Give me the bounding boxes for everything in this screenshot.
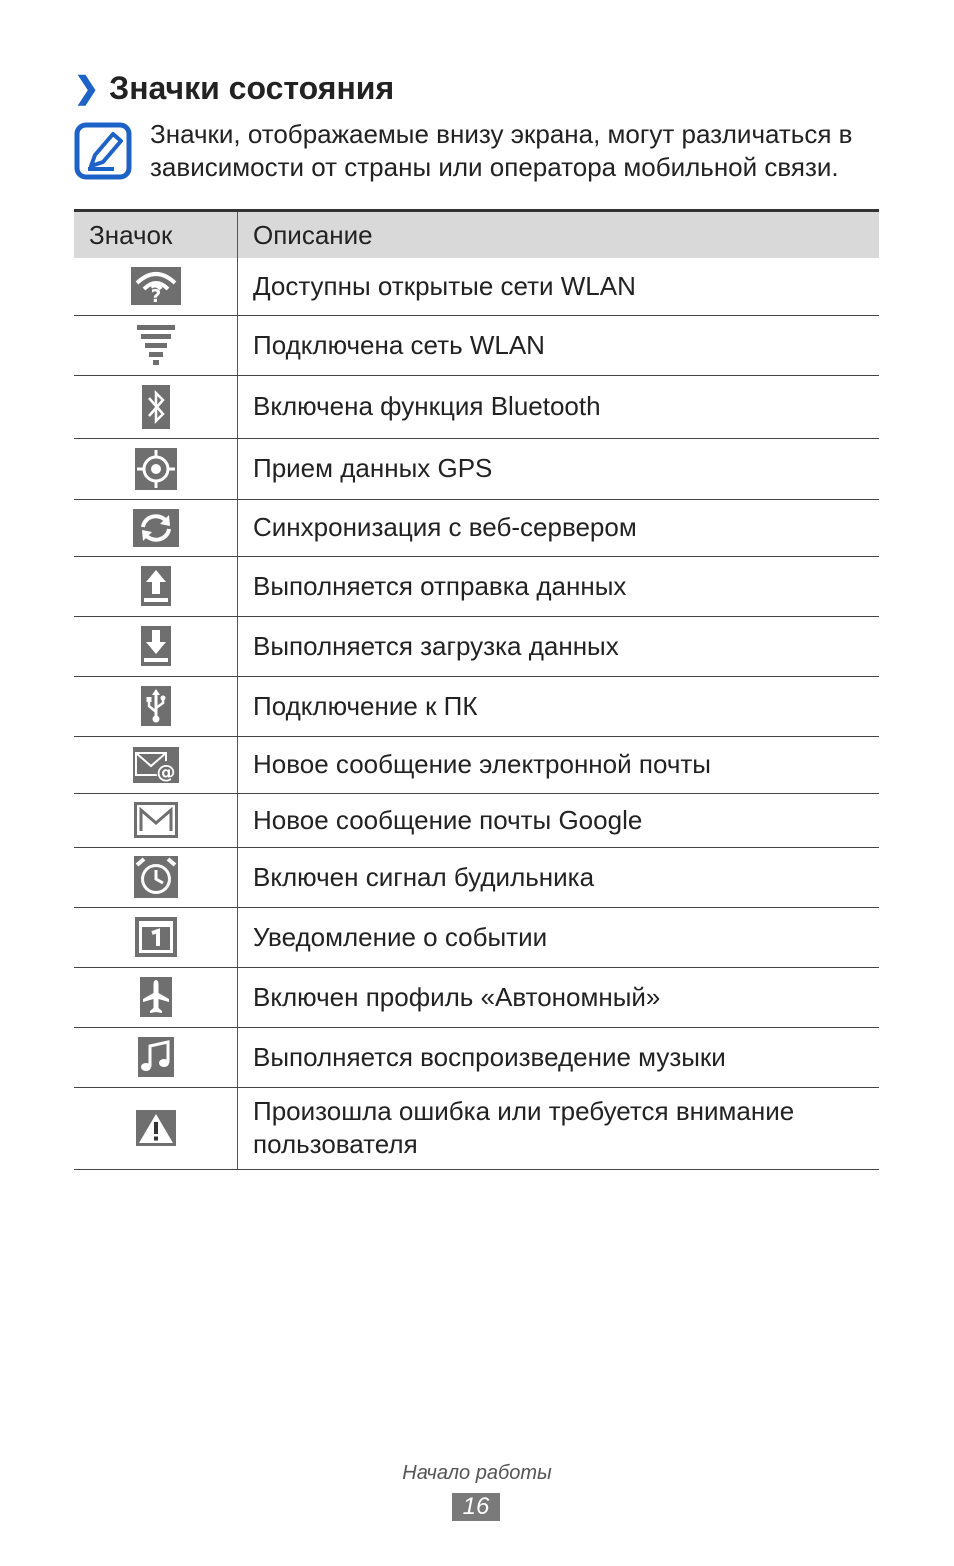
row-description: Включен профиль «Автономный»	[238, 967, 880, 1027]
wlan-connected-icon	[137, 325, 175, 365]
note-text: Значки, отображаемые внизу экрана, могут различаться в зависимости от страны или оператора мобильной связи.	[150, 119, 853, 182]
warning-icon	[136, 1110, 176, 1146]
row-description: Подключена сеть WLAN	[238, 315, 880, 375]
note-pencil-icon	[74, 122, 132, 180]
row-description: Выполняется отправка данных	[238, 556, 880, 616]
table-row	[74, 907, 879, 967]
svg-text:@: @	[156, 760, 175, 783]
row-description: Новое сообщение электронной почты	[238, 736, 880, 793]
alarm-icon	[134, 856, 178, 898]
table-row	[74, 258, 879, 315]
row-description: Новое сообщение почты Google	[238, 793, 880, 847]
table-row	[74, 375, 879, 438]
row-description: Произошла ошибка или требуется внимание пользователя	[238, 1087, 880, 1169]
row-description: Включена функция Bluetooth	[238, 375, 880, 438]
table-row	[74, 499, 879, 556]
row-description: Прием данных GPS	[238, 438, 880, 499]
column-header-icon: Значок	[74, 211, 238, 259]
wlan-open-icon	[131, 267, 181, 305]
bluetooth-icon	[142, 385, 170, 429]
table-row	[74, 1027, 879, 1087]
row-description: Подключение к ПК	[238, 676, 880, 736]
row-description: Выполняется воспроизведение музыки	[238, 1027, 880, 1087]
row-description: Включен сигнал будильника	[238, 847, 880, 907]
footer-section-name: Начало работы	[402, 1462, 552, 1484]
table-row	[74, 793, 879, 847]
table-row	[74, 676, 879, 736]
download-icon	[141, 626, 171, 666]
table-row	[74, 736, 879, 793]
table-row	[74, 315, 879, 375]
row-description: Доступны открытые сети WLAN	[238, 258, 880, 315]
upload-icon	[141, 566, 171, 606]
chevron-right-icon: ❯	[74, 71, 100, 105]
usb-icon	[141, 686, 171, 726]
music-icon	[138, 1037, 174, 1077]
email-icon	[133, 747, 179, 783]
row-description: Выполняется загрузка данных	[238, 616, 880, 676]
table-row	[74, 556, 879, 616]
table-row	[74, 616, 879, 676]
table-row	[74, 1087, 879, 1169]
table-row	[74, 967, 879, 1027]
section-header	[74, 70, 394, 107]
sync-icon	[133, 509, 179, 547]
section-title: Значки состояния	[109, 70, 395, 106]
page-number: 16	[452, 1493, 500, 1521]
table-row	[74, 438, 879, 499]
svg-text:?: ?	[150, 286, 161, 306]
row-description: Уведомление о событии	[238, 907, 880, 967]
table-row	[74, 847, 879, 907]
airplane-icon	[140, 977, 172, 1017]
row-description: Синхронизация с веб-сервером	[238, 499, 880, 556]
column-header-description: Описание	[238, 211, 880, 259]
status-icons-table	[74, 209, 879, 1170]
table-header-row	[74, 211, 879, 259]
gmail-icon	[134, 802, 178, 838]
gps-icon	[135, 448, 177, 490]
calendar-event-icon	[135, 917, 177, 957]
